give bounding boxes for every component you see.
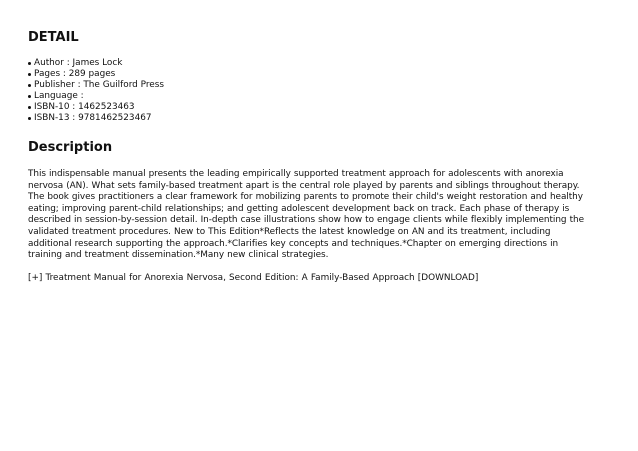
detail-isbn10: [28, 102, 610, 113]
bullet-icon: [28, 95, 31, 98]
detail-isbn10-text: ISBN-10 : 1462523463: [34, 102, 135, 112]
detail-publisher-text: Publisher : The Guilford Press: [34, 80, 164, 90]
description-body: [28, 169, 610, 262]
detail-isbn13: [28, 113, 610, 124]
description-line: described in session-by-session detail. In-depth case illustrations show how to engage clients while flexibly implementing the: [28, 215, 584, 226]
bullet-icon: [28, 84, 31, 87]
description-line: This indispensable manual presents the leading empirically supported treatment approach for adolescents with anorexia: [28, 169, 564, 179]
document-page: [28, 30, 610, 284]
bullet-icon: [28, 117, 31, 120]
detail-heading: DETAIL: [28, 30, 79, 45]
detail-pages-text: Pages : 289 pages: [34, 69, 116, 79]
download-link[interactable]: [+] Treatment Manual for Anorexia Nervosa, Second Edition: A Family-Based Approach [DOWNLOAD]: [28, 272, 479, 283]
bullet-icon: [28, 73, 31, 76]
detail-author-text: Author : James Lock: [34, 58, 123, 68]
description-line: training and treatment dissemination.*Many new clinical strategies.: [28, 250, 329, 261]
bullet-icon: [28, 106, 31, 109]
description-heading: Description: [28, 140, 113, 155]
detail-publisher: [28, 80, 610, 91]
detail-list: [28, 58, 610, 124]
description-line: nervosa (AN). What sets family-based treatment apart is the central role played by parents and siblings throughout therapy.: [28, 180, 580, 191]
description-line: The book gives practitioners a clear framework for mobilizing parents to promote their child's weight restoration and healthy: [28, 192, 583, 203]
description-line: additional research supporting the approach.*Clarifies key concepts and techniques.*Chapter on emerging directions in: [28, 238, 559, 249]
detail-author: [28, 58, 610, 69]
detail-language: [28, 91, 610, 102]
bullet-icon: [28, 62, 31, 65]
description-line: validated treatment procedures. New to This Edition*Reflects the latest knowledge on AN and its treatment, including: [28, 226, 551, 237]
description-line: eating; improving parent-child relationships; and getting adolescent development back on track. Each phase of therapy is: [28, 203, 570, 214]
detail-language-text: Language :: [34, 91, 84, 101]
detail-isbn13-text: ISBN-13 : 9781462523467: [34, 113, 152, 123]
detail-pages: [28, 69, 610, 80]
